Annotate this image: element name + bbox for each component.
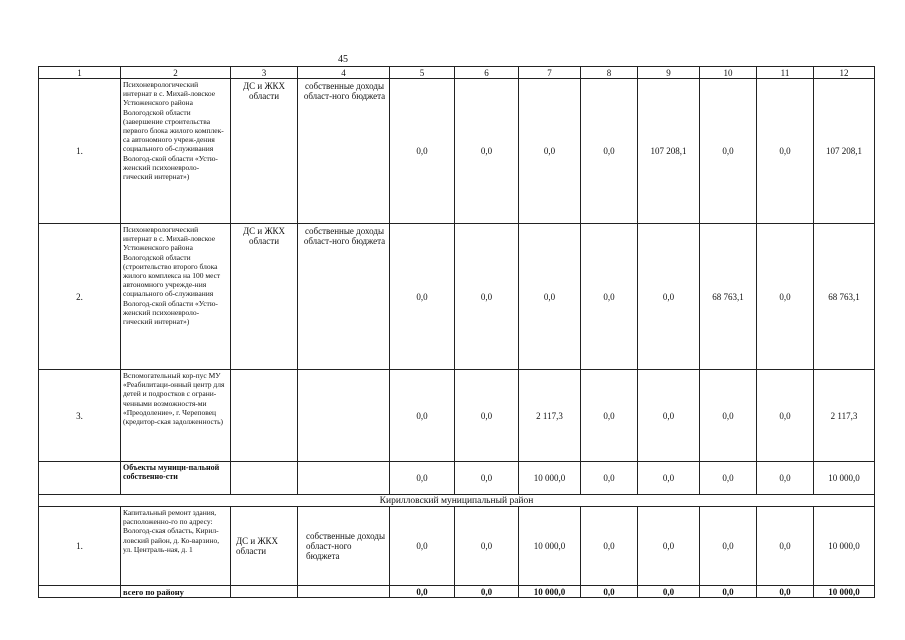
page-number: 45 [338,54,348,65]
row-index: 3. [39,370,121,462]
value-cell: 0,0 [455,370,519,462]
district-total-row [39,586,875,598]
object-name: Психоневрологический интернат в с. Михай-ловское Устюженского района Вологодской области (завершение строительства первого блока жилого комплек-са автономного учреж-дения социального об-служивания Вологод-ской области «Устю-женский психоневроло-гический интернат») [121,79,231,224]
object-name: Капитальный ремонт здания, расположенно-го по адресу: Вологод-ская область, Кирил-ловский район, д. Ко-варзино, ул. Централь-ная, д. 1 [121,507,231,586]
value-cell: 0,0 [757,370,814,462]
object-name: Психоневрологический интернат в с. Михай-ловское Устюженского района Вологодской области (строительство второго блока жилого комплекса на 100 мест автономного учрежде-ния социального об-служивания Вологод-ской области «Устю-женский психоневроло-гический интернат») [121,224,231,370]
budget-table [38,66,875,598]
value-cell: 0,0 [638,370,700,462]
value-cell: 0,0 [700,370,757,462]
column-header: 12 [814,67,875,79]
column-header: 5 [390,67,455,79]
responsible-body: ДС и ЖКХ области [231,224,298,370]
row-index [39,586,121,598]
value-cell: 107 208,1 [814,79,875,224]
column-header: 1 [39,67,121,79]
empty-cell [298,462,390,495]
value-cell: 10 000,0 [519,507,581,586]
column-header: 7 [519,67,581,79]
value-cell: 10 000,0 [519,586,581,598]
value-cell: 0,0 [581,224,638,370]
value-cell: 0,0 [638,507,700,586]
column-header: 11 [757,67,814,79]
subtotal-label: Объекты муници-пальной собственно-сти [121,462,231,495]
value-cell: 0,0 [455,586,519,598]
responsible-body: ДС и ЖКХ области [231,507,298,586]
responsible-body [231,370,298,462]
subtotal-row [39,462,875,495]
value-cell: 0,0 [390,462,455,495]
value-cell: 0,0 [455,224,519,370]
value-cell: 10 000,0 [519,462,581,495]
value-cell: 0,0 [581,462,638,495]
district-total-label: всего по району [121,586,231,598]
value-cell: 10 000,0 [814,586,875,598]
empty-cell [231,586,298,598]
value-cell: 0,0 [757,224,814,370]
value-cell: 0,0 [700,462,757,495]
value-cell: 0,0 [390,79,455,224]
value-cell: 0,0 [700,507,757,586]
value-cell: 0,0 [455,462,519,495]
column-header: 6 [455,67,519,79]
value-cell: 68 763,1 [814,224,875,370]
value-cell: 68 763,1 [700,224,757,370]
value-cell: 0,0 [455,79,519,224]
value-cell: 2 117,3 [814,370,875,462]
responsible-body: ДС и ЖКХ области [231,79,298,224]
column-header: 10 [700,67,757,79]
value-cell: 0,0 [581,370,638,462]
value-cell: 0,0 [581,586,638,598]
value-cell: 0,0 [390,507,455,586]
value-cell: 0,0 [390,370,455,462]
empty-cell [298,586,390,598]
empty-cell [231,462,298,495]
column-header: 2 [121,67,231,79]
table-row [39,224,875,370]
value-cell: 0,0 [390,586,455,598]
table-row [39,507,875,586]
value-cell: 0,0 [700,586,757,598]
value-cell: 0,0 [519,79,581,224]
value-cell: 107 208,1 [638,79,700,224]
funding-source [298,370,390,462]
district-title: Кирилловский муниципальный район [39,495,875,507]
column-header: 9 [638,67,700,79]
value-cell: 2 117,3 [519,370,581,462]
value-cell: 0,0 [638,586,700,598]
value-cell: 0,0 [638,224,700,370]
column-header: 8 [581,67,638,79]
row-index [39,462,121,495]
value-cell: 0,0 [638,462,700,495]
column-header: 4 [298,67,390,79]
value-cell: 0,0 [757,586,814,598]
value-cell: 0,0 [390,224,455,370]
value-cell: 0,0 [455,507,519,586]
value-cell: 0,0 [757,79,814,224]
district-header-row [39,495,875,507]
value-cell: 10 000,0 [814,507,875,586]
value-cell: 0,0 [757,507,814,586]
funding-source: собственные доходы област-ного бюджета [298,507,390,586]
row-index: 1. [39,507,121,586]
column-number-row [39,67,875,79]
row-index: 2. [39,224,121,370]
object-name: Вспомогательный кор-пус МУ «Реабилитаци-онный центр для детей и подростков с ограни-ченными возможностя-ми «Преодоление», г. Череповец (кредитор-ская задолженность) [121,370,231,462]
value-cell: 0,0 [700,79,757,224]
value-cell: 0,0 [519,224,581,370]
funding-source: собственные доходы област-ного бюджета [298,224,390,370]
value-cell: 10 000,0 [814,462,875,495]
value-cell: 0,0 [581,79,638,224]
table-row [39,79,875,224]
row-index: 1. [39,79,121,224]
funding-source: собственные доходы област-ного бюджета [298,79,390,224]
column-header: 3 [231,67,298,79]
value-cell: 0,0 [581,507,638,586]
table-row [39,370,875,462]
value-cell: 0,0 [757,462,814,495]
